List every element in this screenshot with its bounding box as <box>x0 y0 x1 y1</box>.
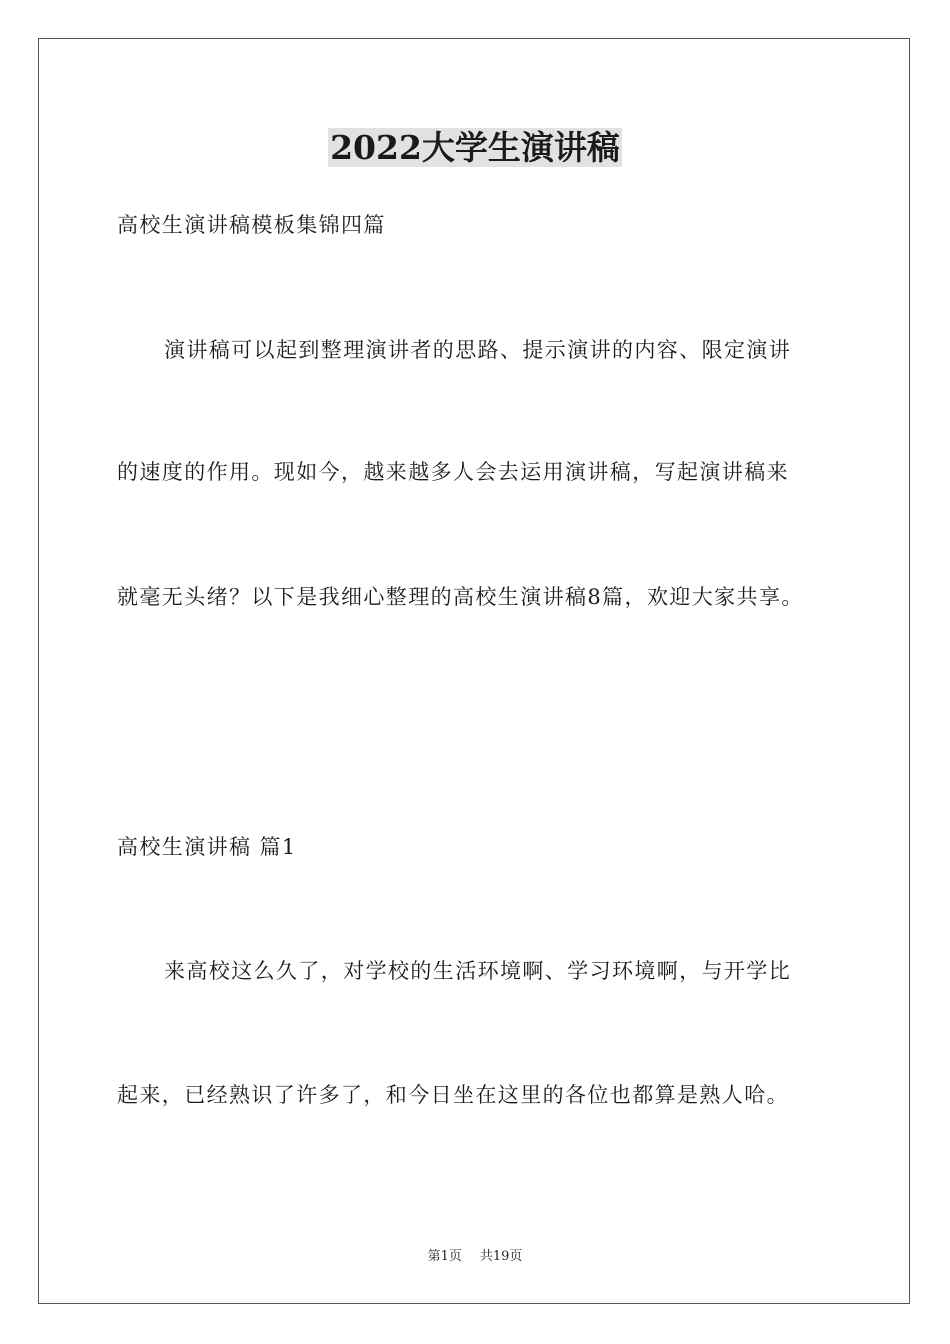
page-footer <box>0 1248 950 1266</box>
page-total: 共19页 <box>479 1249 523 1264</box>
section-line-2: 起来，已经熟识了许多了，和今日坐在这里的各位也都算是熟人哈。 <box>117 1083 789 1107</box>
section-line-1: 来高校这么久了，对学校的生活环境啊、学习环境啊，与开学比 <box>164 959 792 983</box>
section-heading: 高校生演讲稿 篇1 <box>117 835 297 859</box>
document-title <box>0 128 950 168</box>
intro-line-2: 的速度的作用。现如今，越来越多人会去运用演讲稿，写起演讲稿来 <box>117 460 789 484</box>
intro-line-3: 就毫无头绪？以下是我细心整理的高校生演讲稿8篇，欢迎大家共享。 <box>117 585 804 609</box>
page-number: 第1页 <box>427 1249 462 1264</box>
document-title-text: 2022大学生演讲稿 <box>330 128 620 167</box>
document-subtitle: 高校生演讲稿模板集锦四篇 <box>117 213 386 237</box>
intro-line-1: 演讲稿可以起到整理演讲者的思路、提示演讲的内容、限定演讲 <box>164 338 792 362</box>
